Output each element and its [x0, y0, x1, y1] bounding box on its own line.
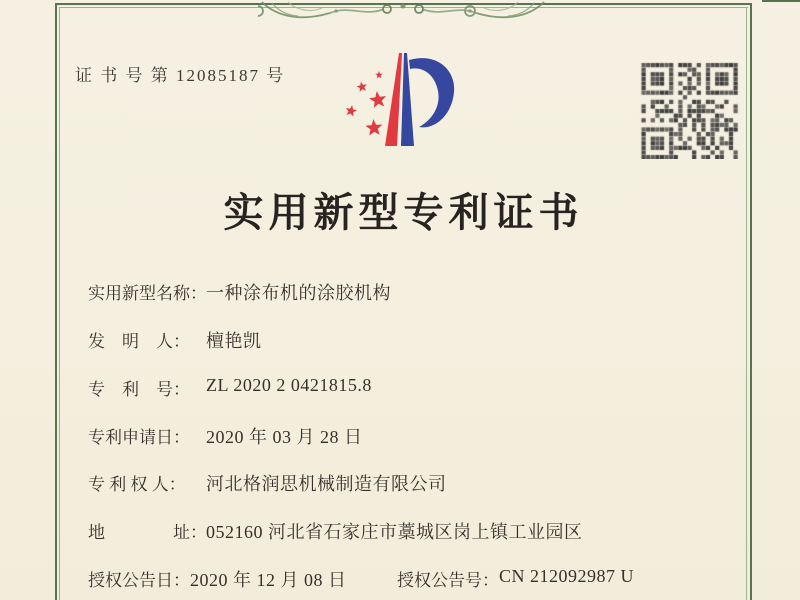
field-row-application-date	[88, 423, 363, 449]
logo-red-wedge	[385, 53, 402, 146]
border-right-dark	[750, 3, 752, 600]
field-label: 授权公告号：	[397, 571, 499, 590]
field-row-utility-name	[88, 279, 391, 305]
field-value: 河北格润思机械制造有限公司	[206, 474, 447, 494]
border-left-dark	[55, 3, 57, 600]
qr-code	[640, 62, 740, 159]
field-value: 2020 年 03 月 28 日	[206, 427, 363, 447]
field-row-patentee	[88, 470, 447, 496]
field-value: 一种涂布机的涂胶机构	[206, 283, 391, 303]
field-label: 发 明 人：	[88, 332, 190, 351]
certificate-title: 实用新型专利证书	[223, 190, 584, 235]
field-value: 檀艳凯	[206, 331, 262, 351]
field-label: 专 利 权 人：	[88, 475, 186, 494]
field-row-grant-number	[397, 566, 634, 591]
field-value: 052160 河北省石家庄市藁城区岗上镇工业园区	[206, 522, 583, 542]
field-label: 专利申请日：	[88, 428, 190, 447]
certificate-number: 证 书 号 第 12085187 号	[75, 66, 286, 85]
border-left-light	[59, 7, 60, 600]
field-row-inventor	[88, 327, 262, 353]
field-label: 授权公告日：	[88, 571, 190, 590]
field-row-address	[88, 518, 583, 544]
field-value: ZL 2020 2 0421815.8	[206, 375, 372, 395]
logo-stars	[346, 71, 386, 136]
field-label: 专 利 号：	[88, 380, 190, 399]
field-value: CN 212092987 U	[499, 566, 635, 586]
logo-p-bowl	[409, 58, 454, 127]
field-row-grant-date	[88, 566, 347, 592]
top-flourish-ornament-icon	[258, 0, 548, 26]
border-outer-fragment	[762, 0, 800, 2]
border-right-light	[746, 7, 747, 600]
field-label: 地 址：	[88, 523, 207, 542]
cnipa-patent-logo-icon	[333, 50, 465, 165]
field-value: 2020 年 12 月 08 日	[190, 570, 347, 590]
field-label: 实用新型名称：	[88, 284, 207, 303]
field-row-patent-number	[88, 375, 372, 400]
